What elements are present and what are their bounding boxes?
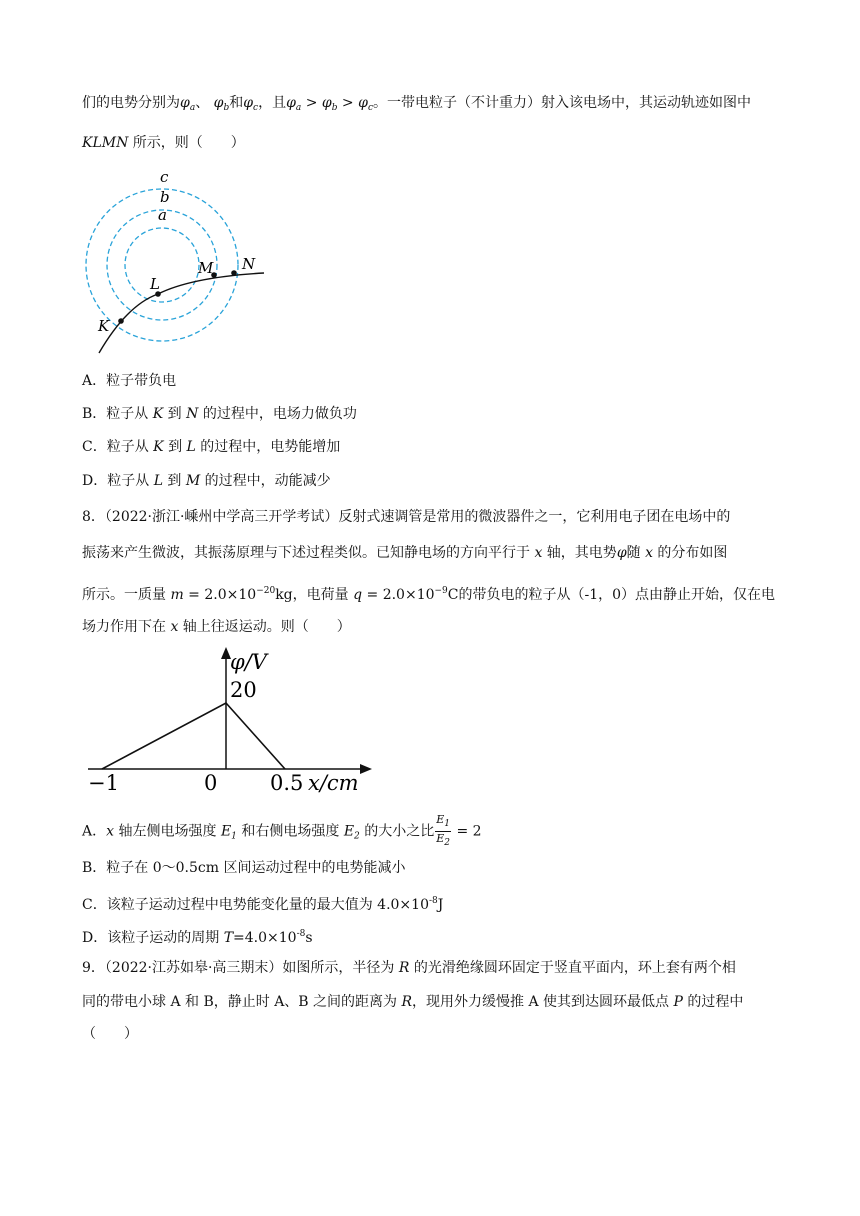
- x-axis-arrow: [360, 764, 372, 774]
- potential-graph: [82, 645, 372, 795]
- label-b: b: [160, 188, 170, 206]
- peak-label: 20: [230, 678, 257, 702]
- q8-option-b[interactable]: B．粒子在 0～0.5cm 区间运动过程中的电势能减小: [82, 860, 406, 876]
- tick-zero: 0: [204, 771, 218, 795]
- q8-stem-line-3: 所示。一质量 $m = 2.0\times 10^{-20}kg$，电荷量 $q = 2.0\times 10^{-9}C$的带负电的粒子从（-1，0）点由静止开始，仅在电: [82, 586, 776, 603]
- q9-stem-line-2: 同的带电小球 A 和 B，静止时 A、B 之间的距离为 R，现用外力缓慢推 A 使其到达圆环最低点 P 的过程中: [82, 994, 744, 1010]
- q8-stem-line-1: 8．（2022·浙江·嵊州中学高三开学考试）反射式速调管是常用的微波器件之一，它利用电子团在电场中的: [82, 509, 731, 525]
- q8-option-c[interactable]: C．该粒子运动过程中电势能变化量的最大值为 $4.0\times 10^{-8}J$: [82, 896, 444, 913]
- q7-option-a[interactable]: A．粒子带负电: [82, 373, 177, 389]
- tick-half: 0.5: [270, 771, 304, 795]
- y-axis-label: φ/V: [230, 650, 267, 674]
- q8-option-d[interactable]: D．该粒子运动的周期 $T=4.0\times 10^{-8}s$: [82, 929, 313, 946]
- equipotential-figure: [82, 165, 272, 355]
- label-c: c: [160, 168, 169, 186]
- q7-option-d[interactable]: D．粒子从 L 到 M 的过程中，动能减少: [82, 473, 331, 489]
- q7-option-c[interactable]: C．粒子从 K 到 L 的过程中，电势能增加: [82, 439, 341, 455]
- q8-option-a[interactable]: A．x 轴左侧电场强度 $E_1$ 和右侧电场强度 $E_2$ 的大小之比 $\frac{E_1}{E_2}$ = 2: [82, 813, 482, 848]
- tick-neg1: −1: [88, 771, 119, 795]
- label-L: L: [150, 275, 160, 293]
- trajectory-curve: [99, 273, 264, 353]
- q9-stem-line-1: 9．（2022·江苏如皋·高三期末）如图所示，半径为 R 的光滑绝缘圆环固定于竖直平面内，环上套有两个相: [82, 960, 736, 976]
- point-N: [231, 270, 237, 276]
- q8-stem-line-2: 振荡来产生微波，其振荡原理与下述过程类似。已知静电场的方向平行于 x 轴，其电势φ随 x 的分布如图: [82, 545, 728, 561]
- label-N: N: [242, 255, 256, 273]
- point-K: [118, 318, 124, 324]
- q8-stem-line-4: 场力作用下在 x 轴上往返运动。则（ ）: [82, 619, 351, 635]
- ratio-fraction: $\frac{E_1}{E_2}$: [436, 813, 450, 848]
- label-M: M: [198, 259, 214, 277]
- q7-stem-line-1: 们的电势分别为$\varphi_a$、 $\varphi_b$和$\varphi_c$，且$\varphi_a > \varphi_b > \varphi_c$。一带电粒子（不计重力）射入该电场中，其运动轨迹如图中: [82, 95, 751, 113]
- circle-a: [125, 228, 199, 302]
- potential-curve: [102, 703, 285, 769]
- label-K: K: [98, 317, 110, 335]
- q7-option-b[interactable]: B．粒子从 K 到 N 的过程中，电场力做负功: [82, 406, 357, 422]
- label-a: a: [158, 206, 167, 224]
- x-axis-label: x/cm: [308, 771, 359, 795]
- q7-stem-line-2: KLMN 所示，则（ ）: [82, 135, 245, 151]
- q9-stem-line-3: （ ）: [82, 1026, 138, 1042]
